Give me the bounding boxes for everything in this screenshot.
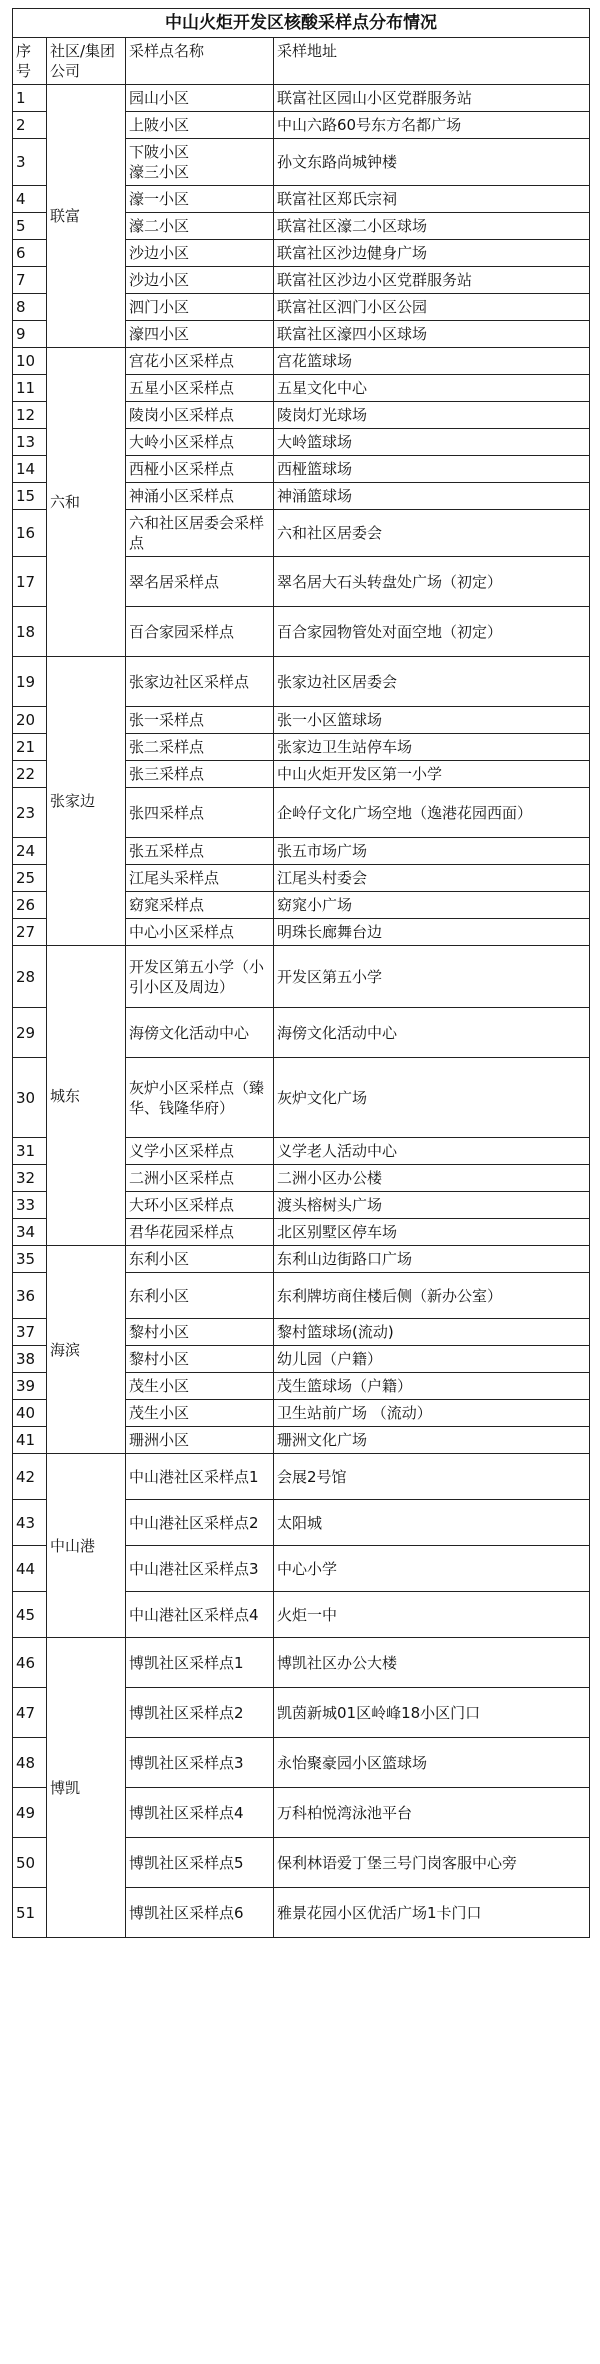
sampling-point-name: 博凯社区采样点6: [126, 1888, 274, 1938]
sampling-address: 张五市场广场: [274, 838, 590, 865]
sampling-address: 张家边卫生站停车场: [274, 734, 590, 761]
row-number: 5: [13, 213, 47, 240]
sampling-point-name: 博凯社区采样点2: [126, 1688, 274, 1738]
row-number: 20: [13, 707, 47, 734]
row-number: 41: [13, 1427, 47, 1454]
sampling-address: 二洲小区办公楼: [274, 1165, 590, 1192]
row-number: 29: [13, 1008, 47, 1058]
row-number: 34: [13, 1219, 47, 1246]
sampling-address: 明珠长廊舞台边: [274, 919, 590, 946]
sampling-address: 中山火炬开发区第一小学: [274, 761, 590, 788]
row-number: 28: [13, 946, 47, 1008]
table-row: [13, 85, 590, 112]
sampling-address: 幼儿园（户籍）: [274, 1346, 590, 1373]
row-number: 49: [13, 1788, 47, 1838]
sampling-point-name: 泗门小区: [126, 294, 274, 321]
sampling-point-name: 宫花小区采样点: [126, 348, 274, 375]
sampling-point-name: 中心小区采样点: [126, 919, 274, 946]
sampling-address: 大岭篮球场: [274, 429, 590, 456]
table-row: [13, 348, 590, 375]
sampling-point-name: 张三采样点: [126, 761, 274, 788]
sampling-address: 陵岗灯光球场: [274, 402, 590, 429]
sampling-address: 六和社区居委会: [274, 510, 590, 557]
header-community: 社区/集团公司: [47, 38, 126, 85]
sampling-address: 联富社区园山小区党群服务站: [274, 85, 590, 112]
sampling-point-name: 张一采样点: [126, 707, 274, 734]
row-number: 37: [13, 1319, 47, 1346]
row-number: 12: [13, 402, 47, 429]
sampling-address: 江尾头村委会: [274, 865, 590, 892]
sampling-address: 东利山边街路口广场: [274, 1246, 590, 1273]
sampling-point-name: 神涌小区采样点: [126, 483, 274, 510]
row-number: 8: [13, 294, 47, 321]
row-number: 16: [13, 510, 47, 557]
sampling-point-name: 东利小区: [126, 1273, 274, 1319]
row-number: 38: [13, 1346, 47, 1373]
sampling-address: 联富社区沙边健身广场: [274, 240, 590, 267]
sampling-address: 太阳城: [274, 1500, 590, 1546]
sampling-point-name: 园山小区: [126, 85, 274, 112]
sampling-address: 联富社区郑氏宗祠: [274, 186, 590, 213]
row-number: 2: [13, 112, 47, 139]
sampling-point-name: 黎村小区: [126, 1319, 274, 1346]
sampling-point-name: 西桠小区采样点: [126, 456, 274, 483]
sampling-address: 联富社区濠二小区球场: [274, 213, 590, 240]
sampling-point-name: 博凯社区采样点4: [126, 1788, 274, 1838]
row-number: 24: [13, 838, 47, 865]
sampling-point-name: 大岭小区采样点: [126, 429, 274, 456]
sampling-address: 中心小学: [274, 1546, 590, 1592]
row-number: 44: [13, 1546, 47, 1592]
row-number: 47: [13, 1688, 47, 1738]
sampling-address: 窈窕小广场: [274, 892, 590, 919]
sampling-address: 黎村篮球场(流动): [274, 1319, 590, 1346]
row-number: 9: [13, 321, 47, 348]
table-title: 中山火炬开发区核酸采样点分布情况: [13, 9, 590, 38]
row-number: 1: [13, 85, 47, 112]
sampling-address: 张一小区篮球场: [274, 707, 590, 734]
row-number: 26: [13, 892, 47, 919]
sampling-address: 万科柏悦湾泳池平台: [274, 1788, 590, 1838]
row-number: 43: [13, 1500, 47, 1546]
community-cell: 城东: [47, 946, 126, 1246]
sampling-point-name: 中山港社区采样点3: [126, 1546, 274, 1592]
sampling-address: 北区别墅区停车场: [274, 1219, 590, 1246]
sampling-point-name: 君华花园采样点: [126, 1219, 274, 1246]
sampling-address: 凯茵新城01区岭峰18小区门口: [274, 1688, 590, 1738]
row-number: 33: [13, 1192, 47, 1219]
sampling-address: 开发区第五小学: [274, 946, 590, 1008]
sampling-point-name: 开发区第五小学（小引小区及周边）: [126, 946, 274, 1008]
sampling-points-table: [12, 8, 590, 1938]
row-number: 46: [13, 1638, 47, 1688]
row-number: 19: [13, 657, 47, 707]
row-number: 35: [13, 1246, 47, 1273]
sampling-point-name: 沙边小区: [126, 267, 274, 294]
sampling-address: 渡头榕树头广场: [274, 1192, 590, 1219]
sampling-address: 海傍文化活动中心: [274, 1008, 590, 1058]
sampling-address: 五星文化中心: [274, 375, 590, 402]
row-number: 39: [13, 1373, 47, 1400]
header-row: [13, 38, 590, 85]
sampling-point-name: 珊洲小区: [126, 1427, 274, 1454]
sampling-address: 神涌篮球场: [274, 483, 590, 510]
community-cell: 六和: [47, 348, 126, 657]
sampling-point-name: 博凯社区采样点1: [126, 1638, 274, 1688]
sampling-address: 西桠篮球场: [274, 456, 590, 483]
row-number: 22: [13, 761, 47, 788]
sampling-point-name: 中山港社区采样点4: [126, 1592, 274, 1638]
community-cell: 海滨: [47, 1246, 126, 1454]
sampling-address: 雅景花园小区优活广场1卡门口: [274, 1888, 590, 1938]
sampling-address: 博凯社区办公大楼: [274, 1638, 590, 1688]
sampling-point-name: 濠一小区: [126, 186, 274, 213]
sampling-point-name: 茂生小区: [126, 1373, 274, 1400]
sampling-address: 茂生篮球场（户籍）: [274, 1373, 590, 1400]
sampling-point-name: 上陂小区: [126, 112, 274, 139]
sampling-point-name: 五星小区采样点: [126, 375, 274, 402]
sampling-address: 保利林语爱丁堡三号门岗客服中心旁: [274, 1838, 590, 1888]
sampling-point-name: 张四采样点: [126, 788, 274, 838]
row-number: 45: [13, 1592, 47, 1638]
row-number: 51: [13, 1888, 47, 1938]
sampling-address: 会展2号馆: [274, 1454, 590, 1500]
sampling-address: 灰炉文化广场: [274, 1058, 590, 1138]
header-address: 采样地址: [274, 38, 590, 85]
row-number: 40: [13, 1400, 47, 1427]
sampling-point-name: 下陂小区 濠三小区: [126, 139, 274, 186]
sampling-address: 宫花篮球场: [274, 348, 590, 375]
community-cell: 张家边: [47, 657, 126, 946]
sampling-point-name: 六和社区居委会采样点: [126, 510, 274, 557]
sampling-point-name: 张二采样点: [126, 734, 274, 761]
row-number: 4: [13, 186, 47, 213]
row-number: 36: [13, 1273, 47, 1319]
sampling-address: 张家边社区居委会: [274, 657, 590, 707]
sampling-address: 火炬一中: [274, 1592, 590, 1638]
sampling-address: 永怡聚豪园小区篮球场: [274, 1738, 590, 1788]
row-number: 50: [13, 1838, 47, 1888]
sampling-address: 联富社区濠四小区球场: [274, 321, 590, 348]
sampling-address: 中山六路60号东方名都广场: [274, 112, 590, 139]
row-number: 6: [13, 240, 47, 267]
sampling-point-name: 黎村小区: [126, 1346, 274, 1373]
table-row: [13, 657, 590, 707]
sampling-address: 联富社区沙边小区党群服务站: [274, 267, 590, 294]
row-number: 27: [13, 919, 47, 946]
row-number: 3: [13, 139, 47, 186]
sampling-point-name: 翠名居采样点: [126, 557, 274, 607]
row-number: 18: [13, 607, 47, 657]
table-row: [13, 1638, 590, 1688]
sampling-point-name: 博凯社区采样点3: [126, 1738, 274, 1788]
sampling-point-name: 灰炉小区采样点（臻华、钱隆华府）: [126, 1058, 274, 1138]
sampling-point-name: 茂生小区: [126, 1400, 274, 1427]
sampling-address: 卫生站前广场 （流动）: [274, 1400, 590, 1427]
sampling-point-name: 濠四小区: [126, 321, 274, 348]
sampling-address: 联富社区泗门小区公园: [274, 294, 590, 321]
row-number: 7: [13, 267, 47, 294]
sampling-point-name: 沙边小区: [126, 240, 274, 267]
row-number: 48: [13, 1738, 47, 1788]
sampling-address: 珊洲文化广场: [274, 1427, 590, 1454]
sampling-point-name: 窈窕采样点: [126, 892, 274, 919]
sampling-point-name: 陵岗小区采样点: [126, 402, 274, 429]
table-row: [13, 1454, 590, 1500]
sampling-address: 孙文东路尚城钟楼: [274, 139, 590, 186]
sampling-point-name: 二洲小区采样点: [126, 1165, 274, 1192]
table-row: [13, 1246, 590, 1273]
community-cell: 中山港: [47, 1454, 126, 1638]
sampling-address: 翠名居大石头转盘处广场（初定）: [274, 557, 590, 607]
sampling-address: 企岭仔文化广场空地（逸港花园西面）: [274, 788, 590, 838]
sampling-point-name: 中山港社区采样点1: [126, 1454, 274, 1500]
sampling-address: 东利牌坊商住楼后侧（新办公室）: [274, 1273, 590, 1319]
sampling-point-name: 张五采样点: [126, 838, 274, 865]
sampling-point-name: 濠二小区: [126, 213, 274, 240]
community-cell: 博凯: [47, 1638, 126, 1938]
sampling-point-name: 百合家园采样点: [126, 607, 274, 657]
row-number: 17: [13, 557, 47, 607]
row-number: 31: [13, 1138, 47, 1165]
community-cell: 联富: [47, 85, 126, 348]
row-number: 42: [13, 1454, 47, 1500]
sampling-address: 义学老人活动中心: [274, 1138, 590, 1165]
header-point: 采样点名称: [126, 38, 274, 85]
table-row: [13, 946, 590, 1008]
sampling-address: 百合家园物管处对面空地（初定）: [274, 607, 590, 657]
sampling-point-name: 中山港社区采样点2: [126, 1500, 274, 1546]
table-title-row: [13, 9, 590, 38]
sampling-point-name: 江尾头采样点: [126, 865, 274, 892]
sampling-point-name: 张家边社区采样点: [126, 657, 274, 707]
row-number: 15: [13, 483, 47, 510]
row-number: 30: [13, 1058, 47, 1138]
header-num: 序号: [13, 38, 47, 85]
sampling-point-name: 博凯社区采样点5: [126, 1838, 274, 1888]
row-number: 10: [13, 348, 47, 375]
sampling-point-name: 大环小区采样点: [126, 1192, 274, 1219]
row-number: 25: [13, 865, 47, 892]
row-number: 32: [13, 1165, 47, 1192]
row-number: 14: [13, 456, 47, 483]
row-number: 13: [13, 429, 47, 456]
sampling-point-name: 海傍文化活动中心: [126, 1008, 274, 1058]
sampling-point-name: 东利小区: [126, 1246, 274, 1273]
row-number: 23: [13, 788, 47, 838]
row-number: 21: [13, 734, 47, 761]
sampling-point-name: 义学小区采样点: [126, 1138, 274, 1165]
row-number: 11: [13, 375, 47, 402]
